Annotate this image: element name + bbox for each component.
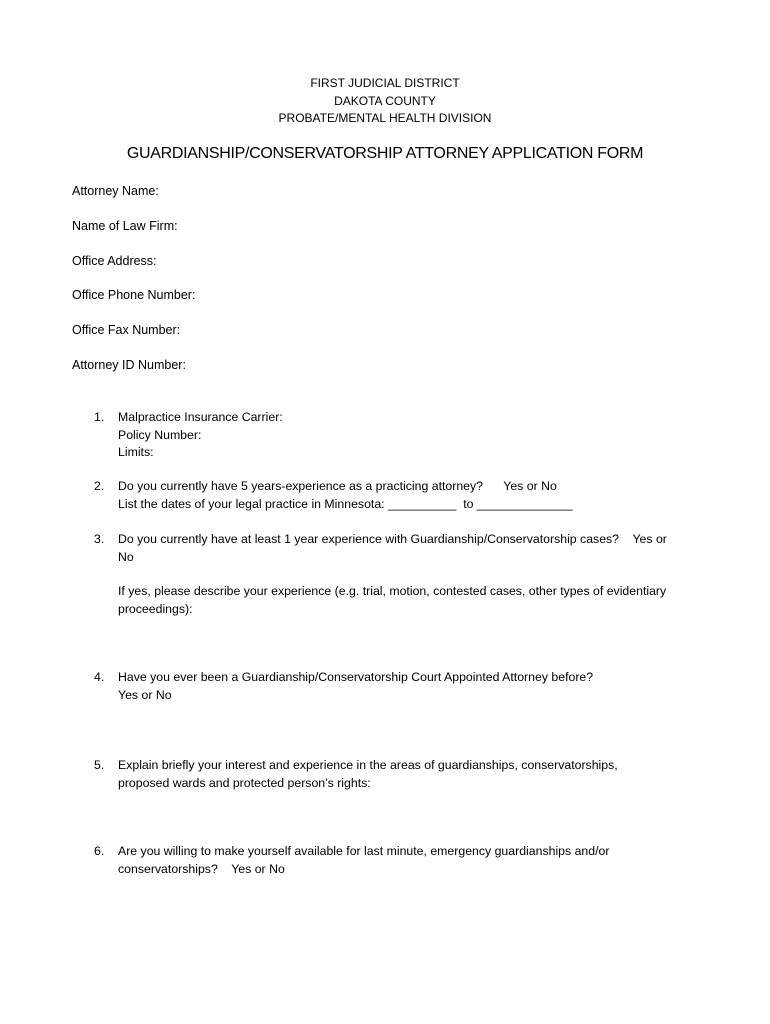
attorney-id-label: Attorney ID Number: — [72, 358, 186, 372]
question-5-number: 5. — [94, 758, 105, 772]
question-2-text: Do you currently have 5 years-experience as a practicing attorney? Yes or No — [118, 479, 557, 493]
header-county: DAKOTA COUNTY — [334, 93, 436, 108]
question-4 — [94, 669, 714, 704]
question-3-text: Do you currently have at least 1 year experience with Guardianship/Conservatorship cases? Yes or — [118, 532, 667, 546]
question-6-number: 6. — [94, 844, 105, 858]
header-division: PROBATE/MENTAL HEALTH DIVISION — [278, 111, 492, 125]
question-2 — [94, 478, 714, 513]
policy-number-label: Policy Number: — [118, 427, 202, 442]
practice-dates-label: List the dates of your legal practice in Minnesota: __________ to ______________ — [118, 496, 573, 511]
question-6-text: Are you willing to make yourself available for last minute, emergency guardianships and/or — [118, 844, 610, 858]
question-5 — [94, 757, 714, 792]
question-3-followup-cont: proceedings): — [118, 601, 193, 616]
question-1 — [94, 409, 714, 462]
form-title: GUARDIANSHIP/CONSERVATORSHIP ATTORNEY APPLICATION FORM — [126, 145, 644, 162]
insurance-carrier-label: Malpractice Insurance Carrier: — [118, 410, 283, 424]
question-2-number: 2. — [94, 479, 105, 493]
question-4-number: 4. — [94, 670, 105, 684]
question-5-text-cont: proposed wards and protected person’s rights: — [118, 775, 371, 790]
question-6 — [94, 843, 714, 878]
court-header — [0, 75, 770, 128]
question-6-text-cont: conservatorships? Yes or No — [118, 861, 285, 876]
office-address-label: Office Address: — [72, 254, 157, 268]
law-firm-label: Name of Law Firm: — [72, 219, 178, 233]
question-1-number: 1. — [94, 410, 105, 424]
limits-label: Limits: — [118, 445, 154, 459]
question-4-text: Have you ever been a Guardianship/Conservatorship Court Appointed Attorney before? — [118, 670, 594, 684]
question-3-followup: If yes, please describe your experience (e.g. trial, motion, contested cases, other types of evidentiary — [118, 584, 667, 598]
office-fax-label: Office Fax Number: — [72, 323, 181, 337]
header-district: FIRST JUDICIAL DISTRICT — [310, 76, 460, 90]
question-3-text-cont: No — [118, 549, 134, 564]
question-4-answer: Yes or No — [118, 687, 172, 702]
question-5-text: Explain briefly your interest and experience in the areas of guardianships, conservatorships, — [118, 758, 618, 772]
office-phone-label: Office Phone Number: — [72, 288, 196, 302]
question-3 — [94, 531, 714, 618]
question-3-number: 3. — [94, 532, 105, 546]
attorney-name-label: Attorney Name: — [72, 184, 159, 198]
